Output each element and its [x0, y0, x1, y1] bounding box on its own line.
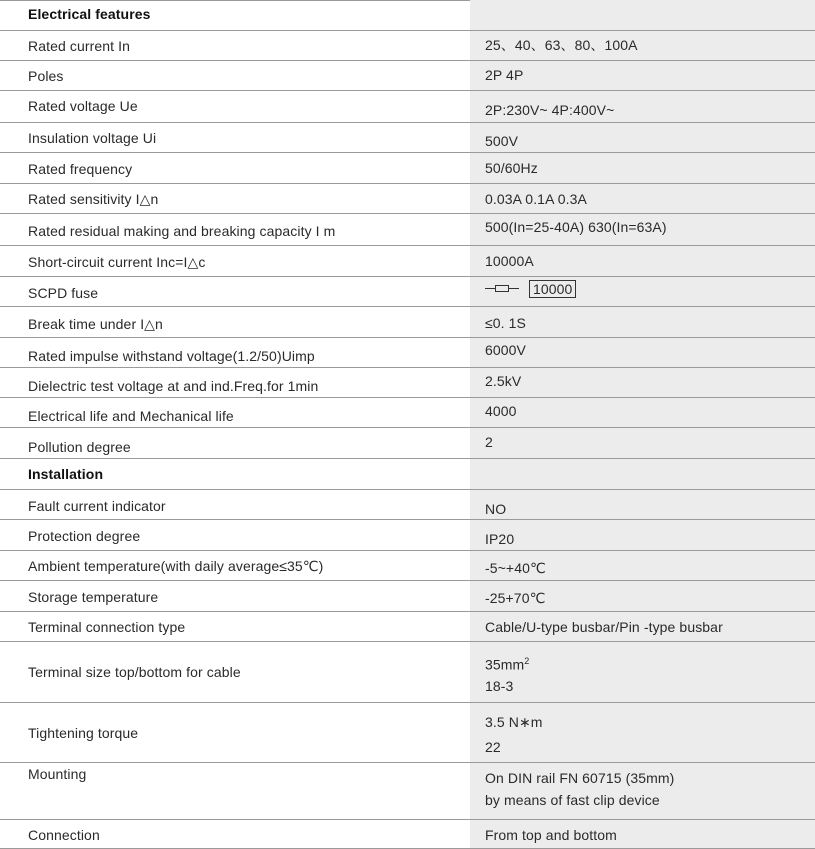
- table-row-mounting: [0, 763, 815, 820]
- row-label: Insulation voltage Ui: [28, 130, 157, 146]
- row-label: Terminal connection type: [28, 619, 186, 635]
- row-value: From top and bottom: [485, 827, 617, 843]
- row-label: Mounting: [28, 766, 87, 782]
- row-label: Tightening torque: [28, 725, 139, 741]
- table-row-rated-frequency: [0, 153, 815, 184]
- table-row-dielectric-voltage: [0, 368, 815, 398]
- table-row-short-circuit: [0, 246, 815, 277]
- row-label: Fault current indicator: [28, 498, 166, 514]
- row-label: Rated impulse withstand voltage(1.2/50)Uimp: [28, 348, 315, 364]
- row-value: 500(In=25-40A) 630(In=63A): [485, 219, 667, 235]
- fuse-rating: 10000: [529, 280, 576, 298]
- row-value: 2P 4P: [485, 67, 524, 83]
- row-label: Short-circuit current Inc=I△c: [28, 254, 206, 270]
- row-label: Rated residual making and breaking capacity I m: [28, 223, 336, 239]
- section-header-electrical: [0, 0, 815, 31]
- row-label: Protection degree: [28, 528, 141, 544]
- row-label: Rated voltage Ue: [28, 98, 138, 114]
- row-label: Storage temperature: [28, 589, 159, 605]
- row-value: -25+70℃: [485, 590, 546, 606]
- row-value: 2: [485, 434, 493, 450]
- table-row-rated-sensitivity: [0, 184, 815, 214]
- row-value: 25、40、63、80、100A: [485, 37, 638, 53]
- table-row-poles: [0, 61, 815, 91]
- table-row-residual-capacity: [0, 214, 815, 246]
- superscript: 2: [524, 656, 530, 666]
- row-label: Connection: [28, 827, 100, 843]
- row-value-line1: On DIN rail FN 60715 (35mm): [485, 770, 675, 786]
- section-title: Electrical features: [28, 6, 151, 22]
- table-row-connection: [0, 820, 815, 849]
- row-value: -5~+40℃: [485, 560, 546, 576]
- row-value: 4000: [485, 403, 517, 419]
- table-row-impulse-voltage: [0, 338, 815, 368]
- table-row-tightening-torque: [0, 703, 815, 763]
- row-value: 2.5kV: [485, 373, 522, 389]
- row-label: Dielectric test voltage at and ind.Freq.for 1min: [28, 378, 319, 394]
- row-value: NO: [485, 501, 507, 517]
- row-label: Terminal size top/bottom for cable: [28, 664, 241, 680]
- row-value-line2: 22: [485, 739, 501, 755]
- row-value-line1: $35mm^2$: [485, 656, 530, 673]
- table-row-rated-current: [0, 31, 815, 61]
- table-row-insulation-voltage: [0, 123, 815, 153]
- row-label: Rated sensitivity I△n: [28, 191, 159, 207]
- row-label: Break time under I△n: [28, 316, 163, 332]
- row-value: ≤0. 1S: [485, 315, 526, 331]
- table-row-scpd-fuse: [0, 277, 815, 307]
- table-row-electrical-life: [0, 398, 815, 428]
- table-row-protection-degree: [0, 520, 815, 551]
- section-header-installation: [0, 459, 815, 490]
- row-value: 0.03A 0.1A 0.3A: [485, 191, 587, 207]
- row-label: Pollution degree: [28, 439, 131, 455]
- row-value-line2: 18-3: [485, 678, 514, 694]
- row-label: SCPD fuse: [28, 285, 99, 301]
- row-value: 500V: [485, 133, 519, 149]
- table-row-fault-indicator: [0, 490, 815, 520]
- table-row-terminal-size: [0, 642, 815, 703]
- row-value-line2: by means of fast clip device: [485, 792, 660, 808]
- row-label: Poles: [28, 68, 64, 84]
- table-row-pollution-degree: [0, 428, 815, 459]
- section-title: Installation: [28, 466, 104, 482]
- row-label: Rated frequency: [28, 161, 133, 177]
- row-label: Electrical life and Mechanical life: [28, 408, 234, 424]
- row-label: Ambient temperature(with daily average≤35℃): [28, 558, 324, 574]
- row-value-line1: 3.5 N∗m: [485, 714, 543, 730]
- table-row-storage-temperature: [0, 581, 815, 612]
- row-label: Rated current In: [28, 38, 130, 54]
- row-value: 2P:230V~ 4P:400V~: [485, 102, 615, 118]
- table-row-break-time: [0, 307, 815, 338]
- row-value: IP20: [485, 531, 515, 547]
- fuse-value: [485, 280, 576, 298]
- row-value: 50/60Hz: [485, 160, 538, 176]
- row-value: Cable/U-type busbar/Pin -type busbar: [485, 619, 723, 635]
- table-row-ambient-temperature: [0, 551, 815, 581]
- table-row-rated-voltage: [0, 91, 815, 123]
- fuse-icon: [485, 284, 519, 294]
- row-value: 10000A: [485, 253, 534, 269]
- row-value: 6000V: [485, 342, 526, 358]
- table-row-terminal-type: [0, 612, 815, 642]
